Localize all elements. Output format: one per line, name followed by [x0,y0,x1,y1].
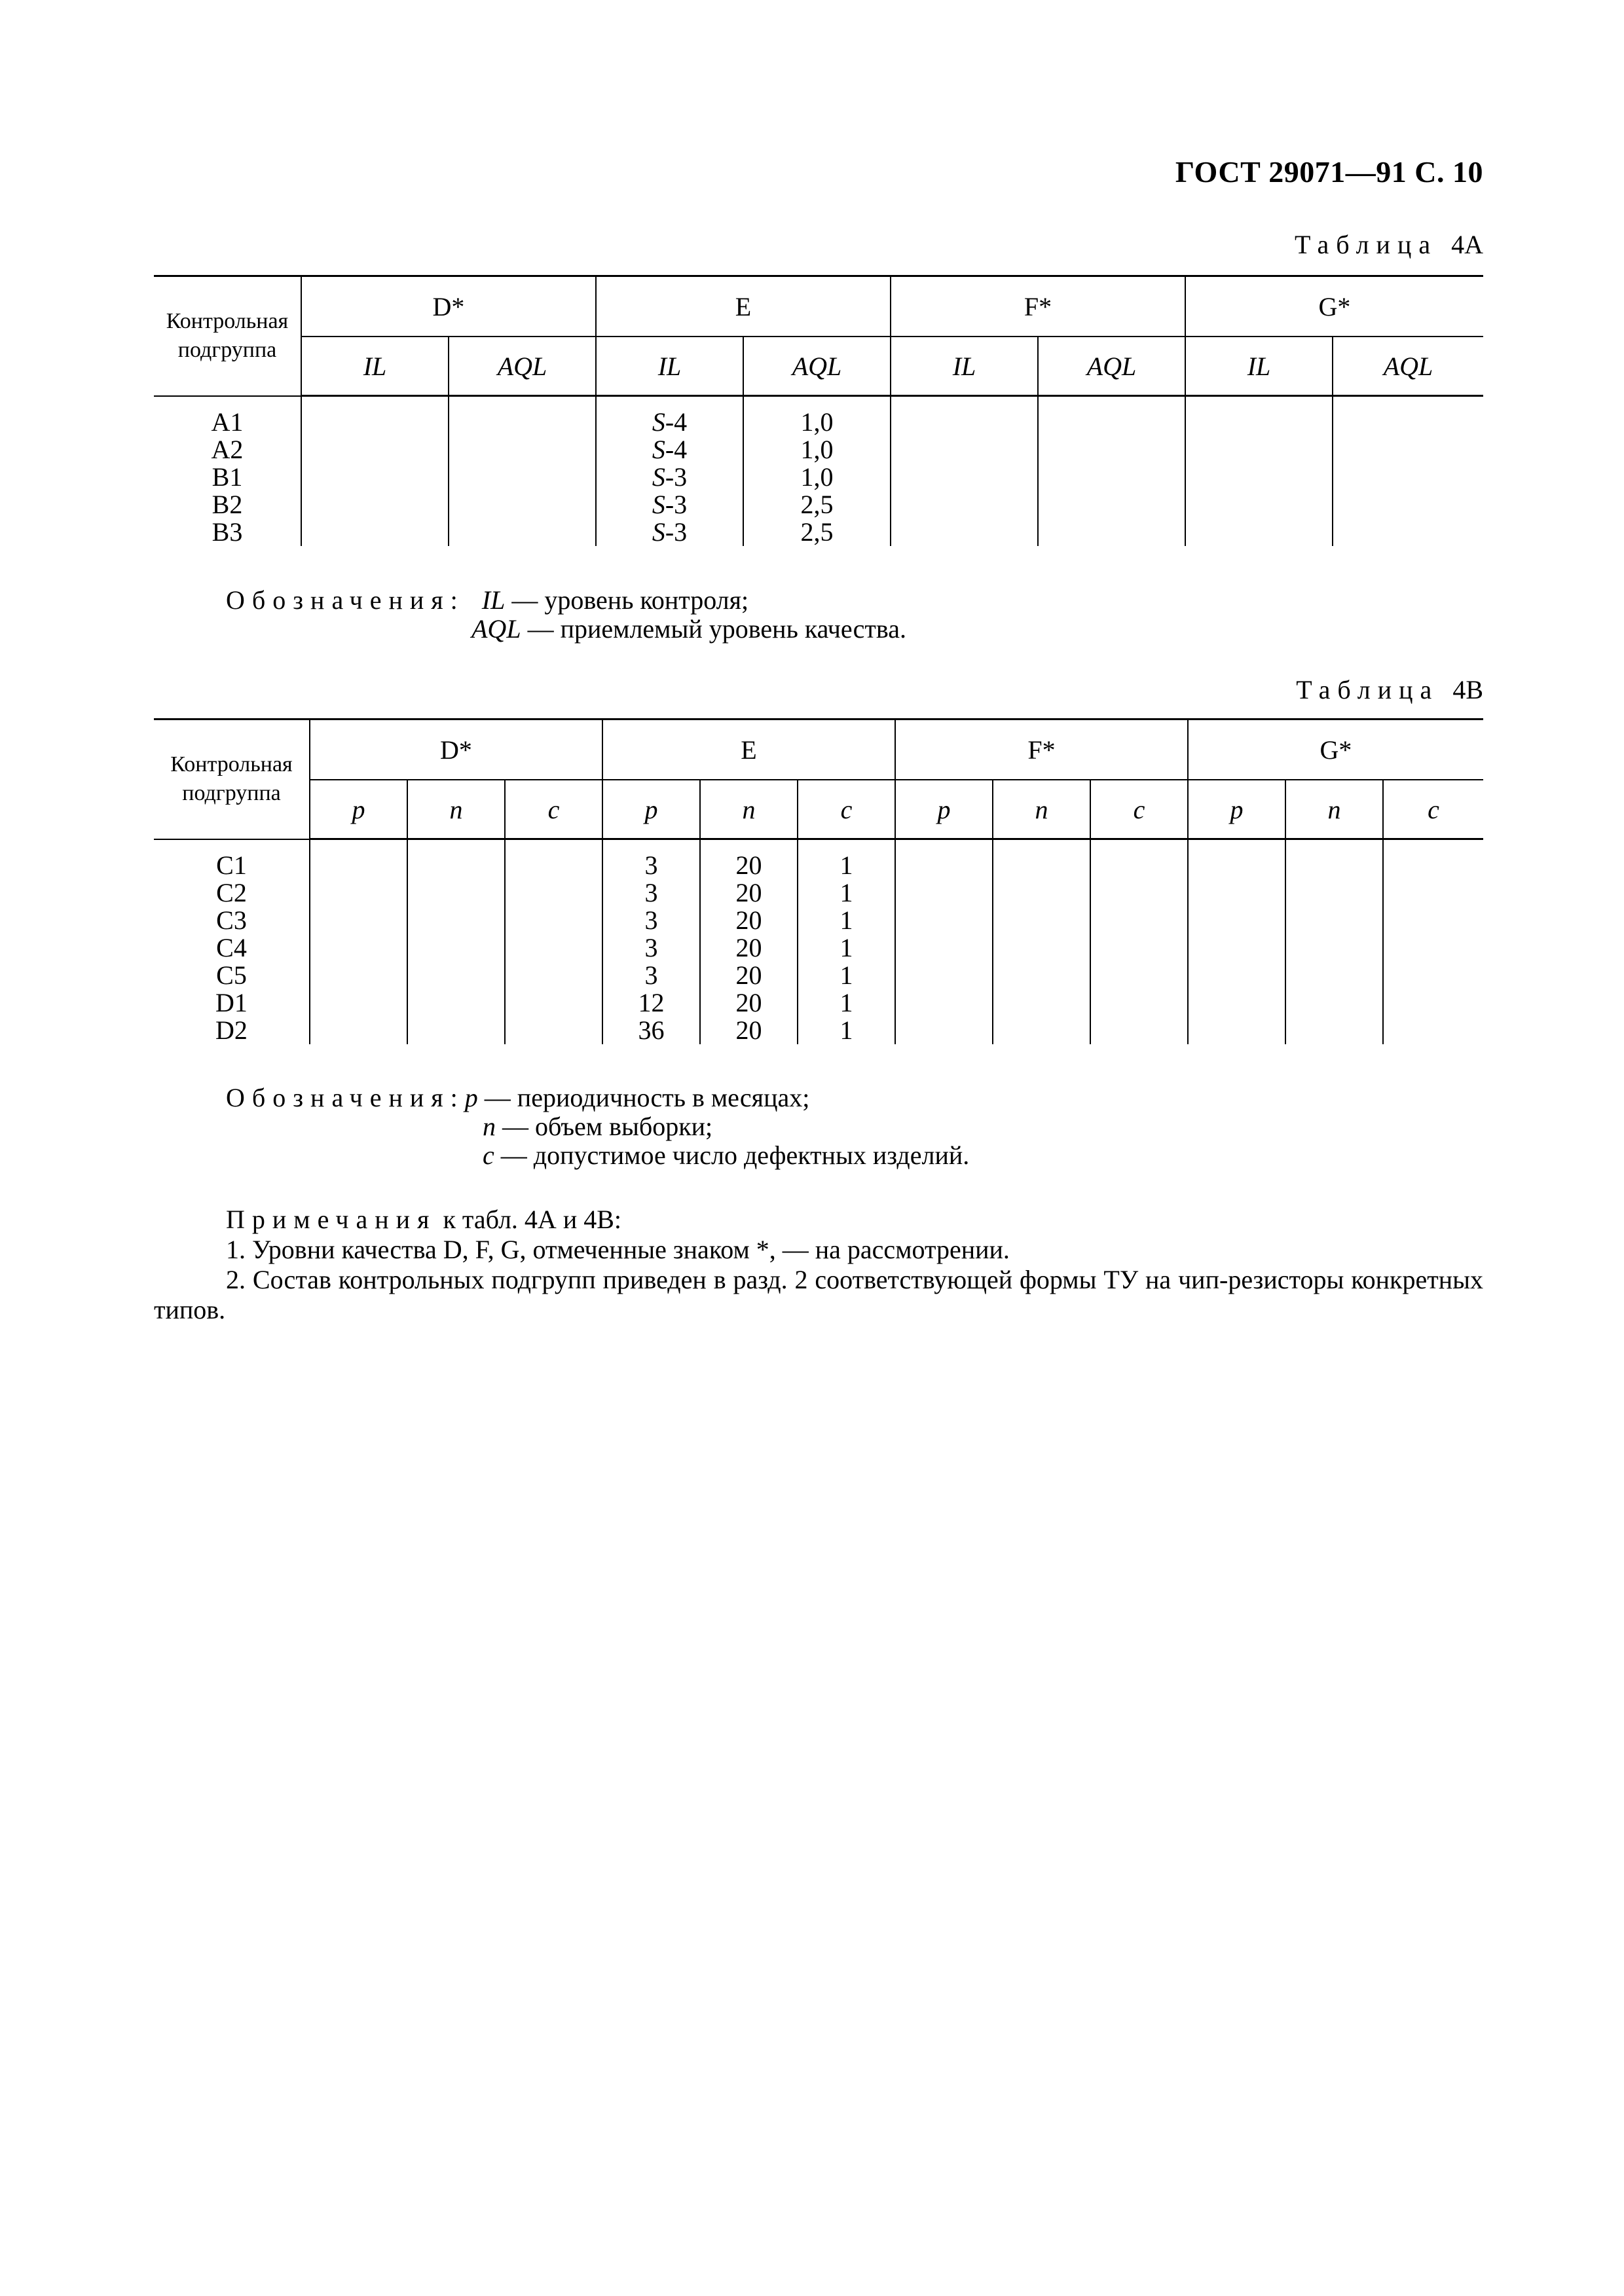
e-p-cell: 36 [638,1015,665,1045]
e-il-column [596,409,743,546]
e-aql-cell: 1,0 [800,462,834,492]
empty-cell [993,852,1090,1044]
corner-line-1: Контрольная [170,752,293,777]
table-4b-label: Таблица [1296,675,1439,704]
e-aql-cell: 2,5 [800,517,834,547]
subgroup-cell: В1 [212,462,243,492]
e-n-cell: 20 [735,1015,762,1045]
sub-header-aql: AQL [449,337,596,396]
subgroup-column [154,409,301,546]
subgroup-cell: D2 [215,1015,248,1045]
e-p-cell: 3 [644,878,658,907]
legend-4a-label: Обозначения: [226,585,465,615]
table-row [154,409,1483,546]
sub-header-p: p [1188,780,1285,839]
legend-symbol: IL [481,585,506,615]
e-p-cell: 3 [644,960,658,990]
e-c-column [798,852,895,1044]
corner-header [154,276,301,396]
sub-header-n: n [1285,780,1383,839]
group-header-d: D* [301,276,596,337]
sub-header-n: n [407,780,505,839]
legend-text: — приемлемый уровень качества. [521,614,907,644]
empty-cell [1090,852,1188,1044]
table-4b [154,718,1483,1044]
legend-text: — допустимое число дефектных изделий. [494,1140,970,1170]
sub-header-il: IL [891,337,1038,396]
legend-4b [226,1084,969,1170]
legend-text: — уровень контроля; [505,585,749,615]
e-c-cell: 1 [840,850,853,880]
sub-header-aql: AQL [1333,337,1483,396]
legend-symbol: AQL [471,614,521,644]
empty-cell [1185,409,1333,546]
legend-text: — периодичность в месяцах; [477,1083,810,1112]
empty-cell [895,852,993,1044]
sub-header-il: IL [1185,337,1333,396]
e-n-column [700,852,798,1044]
empty-cell [301,409,449,546]
subgroup-cell: D1 [215,988,248,1017]
e-c-cell: 1 [840,878,853,907]
sub-header-c: c [1090,780,1188,839]
subgroup-cell: А2 [211,435,244,464]
group-header-f: F* [895,720,1188,780]
sub-header-aql: AQL [1038,337,1185,396]
table-4a-label: Таблица [1295,230,1438,259]
group-header-e: E [596,276,891,337]
table-4b-number: 4В [1452,675,1483,704]
notes-suffix: к табл. 4А и 4В: [436,1205,622,1234]
empty-cell [449,409,596,546]
e-n-cell: 20 [735,878,762,907]
e-aql-cell: 1,0 [800,435,834,464]
empty-cell [1188,852,1285,1044]
subgroup-cell: С5 [216,960,247,990]
group-header-d: D* [310,720,602,780]
subgroup-cell: С3 [216,905,247,935]
sub-header-il: IL [596,337,743,396]
legend-symbol: n [483,1112,496,1141]
e-p-cell: 12 [638,988,665,1017]
e-p-cell: 3 [644,850,658,880]
notes-block [154,1205,1483,1325]
sub-header-p: p [602,780,700,839]
note-item-1: 1. Уровни качества D, F, G, отмеченные знаком *, — на рассмотрении. [226,1235,1010,1264]
sub-header-aql: AQL [743,337,891,396]
e-p-cell: 3 [644,905,658,935]
subgroup-cell: С4 [216,933,247,962]
e-n-cell: 20 [735,960,762,990]
e-c-cell: 1 [840,933,853,962]
table-4a-title [1295,229,1483,260]
subgroup-column [154,852,310,1044]
table-4a-number: 4А [1451,230,1483,259]
empty-cell [1333,409,1483,546]
empty-cell [1038,409,1185,546]
e-n-cell: 20 [735,850,762,880]
group-header-f: F* [891,276,1185,337]
legend-symbol: p [464,1083,478,1112]
subgroup-cell: С2 [216,878,247,907]
e-il-cell: S-4 [652,435,688,464]
group-header-g: G* [1188,720,1483,780]
sub-header-il: IL [301,337,449,396]
subgroup-cell: А1 [211,407,244,437]
corner-header [154,720,310,839]
sub-header-p: p [310,780,407,839]
table-4b-title [1296,674,1483,705]
sub-header-c: c [1383,780,1483,839]
empty-cell [1383,852,1483,1044]
empty-cell [505,852,602,1044]
legend-4a [226,586,906,644]
corner-line-1: Контрольная [166,309,289,334]
empty-cell [891,409,1038,546]
table-4a [154,275,1483,546]
e-n-cell: 20 [735,933,762,962]
e-p-cell: 3 [644,933,658,962]
empty-cell [407,852,505,1044]
legend-symbol: c [483,1140,494,1170]
subgroup-cell: С1 [216,850,247,880]
e-n-cell: 20 [735,905,762,935]
e-c-cell: 1 [840,1015,853,1045]
group-header-e: E [602,720,895,780]
e-aql-column [743,409,891,546]
sub-header-n: n [700,780,798,839]
table-row [154,852,1483,1044]
e-c-cell: 1 [840,960,853,990]
e-il-cell: S-4 [652,407,688,437]
page-header: ГОСТ 29071—91 С. 10 [1175,155,1483,189]
sub-header-p: p [895,780,993,839]
sub-header-c: c [798,780,895,839]
e-c-cell: 1 [840,905,853,935]
e-p-column [602,852,700,1044]
legend-4b-label: Обозначения: [226,1083,465,1112]
e-aql-cell: 2,5 [800,490,834,519]
e-il-cell: S-3 [652,517,688,547]
e-il-cell: S-3 [652,490,688,519]
empty-cell [1285,852,1383,1044]
notes-label: Примечания [226,1205,437,1234]
e-aql-cell: 1,0 [800,407,834,437]
sub-header-c: c [505,780,602,839]
corner-line-2: подгруппа [177,338,277,363]
e-n-cell: 20 [735,988,762,1017]
sub-header-n: n [993,780,1090,839]
subgroup-cell: В2 [212,490,243,519]
group-header-g: G* [1185,276,1483,337]
e-c-cell: 1 [840,988,853,1017]
subgroup-cell: В3 [212,517,243,547]
e-il-cell: S-3 [652,462,688,492]
empty-cell [310,852,407,1044]
legend-text: — объем выборки; [496,1112,713,1141]
corner-line-2: подгруппа [182,781,281,806]
note-item-2: 2. Состав контрольных подгрупп приведен в разд. 2 соответствующей формы ТУ на чип-резисторы конкретных типов. [154,1265,1483,1324]
